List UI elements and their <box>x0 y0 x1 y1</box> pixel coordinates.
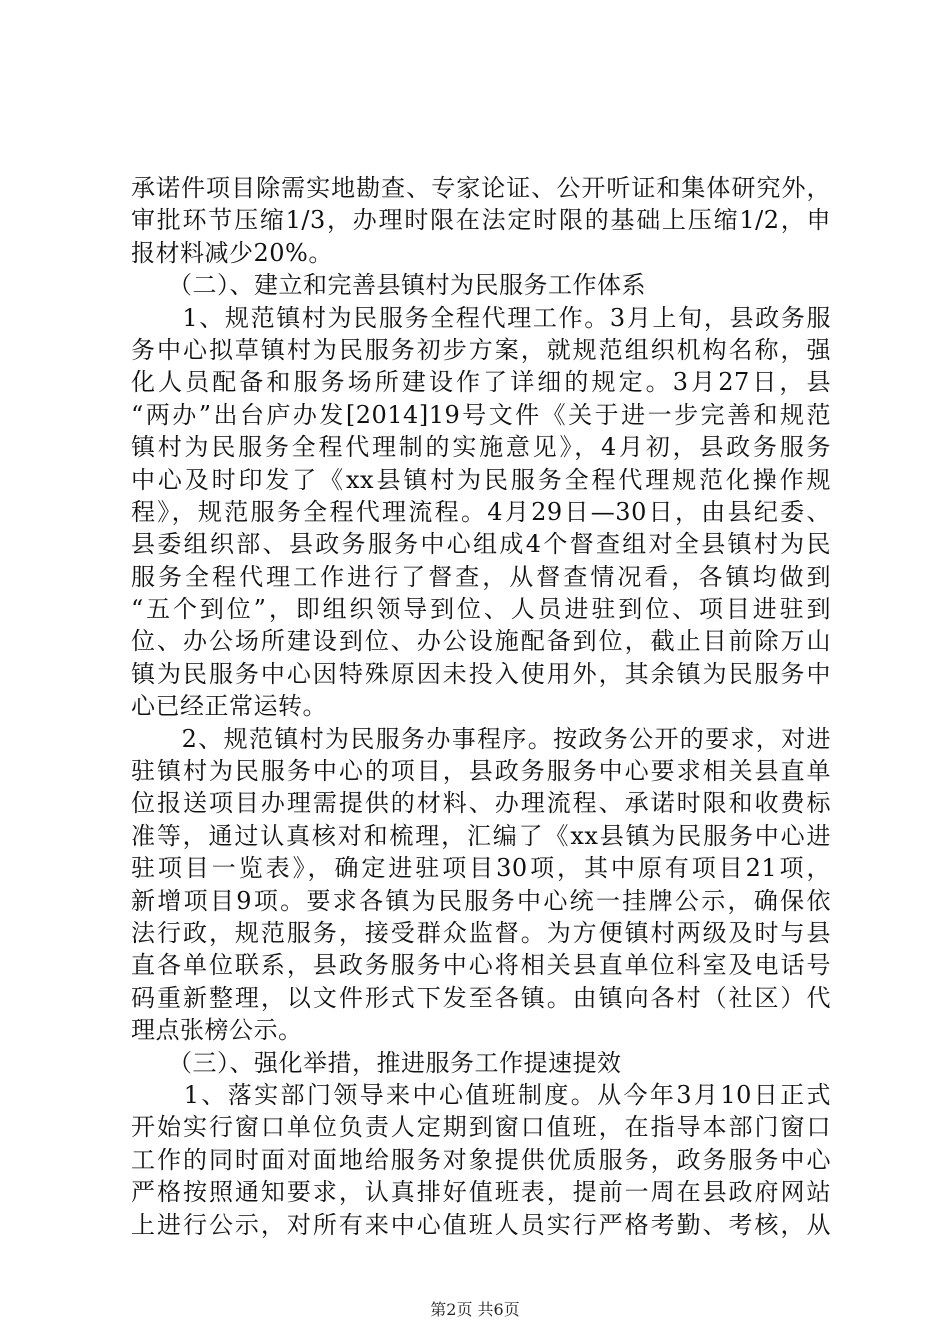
text-line: 准等，通过认真核对和梳理，汇编了《xx县镇为民服务中心进 <box>131 821 831 850</box>
text-line: “两办”出台庐办发[2014]19号文件《关于进一步完善和规范 <box>131 400 831 429</box>
text-line: 审批环节压缩1/3，办理时限在法定时限的基础上压缩1/2，申 <box>131 206 831 235</box>
text-line: 程》，规范服务全程代理流程。4月29日—30日，由县纪委、 <box>131 497 831 526</box>
text-line: 码重新整理，以文件形式下发至各镇。由镇向各村（社区）代 <box>131 983 831 1012</box>
text-line: 驻镇村为民服务中心的项目，县政务服务中心要求相关县直单 <box>131 757 831 786</box>
section-heading: （二）、建立和完善县镇村为民服务工作体系 <box>131 271 646 300</box>
text-line: 县委组织部、县政务服务中心组成4个督查组对全县镇村为民 <box>131 530 831 559</box>
text-line: 工作的同时面对面地给服务对象提供优质服务，政务服务中心 <box>131 1145 831 1174</box>
text-line: 镇为民服务中心因特殊原因未投入使用外，其余镇为民服务中 <box>131 659 831 688</box>
text-line: 1、规范镇村为民服务全程代理工作。3月上旬，县政务服 <box>131 303 831 332</box>
text-line: “五个到位”，即组织领导到位、人员进驻到位、项目进驻到 <box>131 595 831 624</box>
text-line: 新增项目9项。要求各镇为民服务中心统一挂牌公示，确保依 <box>131 886 831 915</box>
text-line: 镇村为民服务全程代理制的实施意见》，4月初，县政务服务 <box>131 433 831 462</box>
text-line: 开始实行窗口单位负责人定期到窗口值班，在指导本部门窗口 <box>131 1113 831 1142</box>
text-line: 法行政，规范服务，接受群众监督。为方便镇村两级及时与县 <box>131 918 831 947</box>
document-body <box>131 172 831 1241</box>
text-line: 承诺件项目除需实地勘查、专家论证、公开听证和集体研究外， <box>131 174 831 202</box>
text-line: 严格按照通知要求，认真排好值班表，提前一周在县政府网站 <box>131 1178 831 1207</box>
page-footer <box>0 1300 950 1320</box>
text-line: 务中心拟草镇村为民服务初步方案，就规范组织机构名称，强 <box>131 335 831 364</box>
section-heading: （三）、强化举措，推进服务工作提速提效 <box>131 1048 622 1077</box>
text-line: 驻项目一览表》，确定进驻项目30项，其中原有项目21项， <box>131 854 831 883</box>
text-line: 1、落实部门领导来中心值班制度。从今年3月10日正式 <box>131 1080 831 1109</box>
text-line: 位报送项目办理需提供的材料、办理流程、承诺时限和收费标 <box>131 789 831 818</box>
text-line: 2、规范镇村为民服务办事程序。按政务公开的要求，对进 <box>131 724 831 753</box>
text-line: 理点张榜公示。 <box>131 1016 303 1045</box>
page-number: 第2页 共6页 <box>430 1300 520 1319</box>
text-line: 直各单位联系，县政务服务中心将相关县直单位科室及电话号 <box>131 951 831 980</box>
text-line: 心已经正常运转。 <box>131 692 327 721</box>
text-line: 中心及时印发了《xx县镇村为民服务全程代理规范化操作规 <box>131 465 831 494</box>
text-line: 报材料减少20%。 <box>131 238 333 267</box>
text-line: 上进行公示，对所有来中心值班人员实行严格考勤、考核，从 <box>131 1210 831 1239</box>
text-line: 化人员配备和服务场所建设作了详细的规定。3月27日，县 <box>131 368 831 397</box>
text-line: 服务全程代理工作进行了督查，从督查情况看，各镇均做到 <box>131 562 831 591</box>
text-line: 位、办公场所建设到位、办公设施配备到位，截止目前除万山 <box>131 627 831 656</box>
